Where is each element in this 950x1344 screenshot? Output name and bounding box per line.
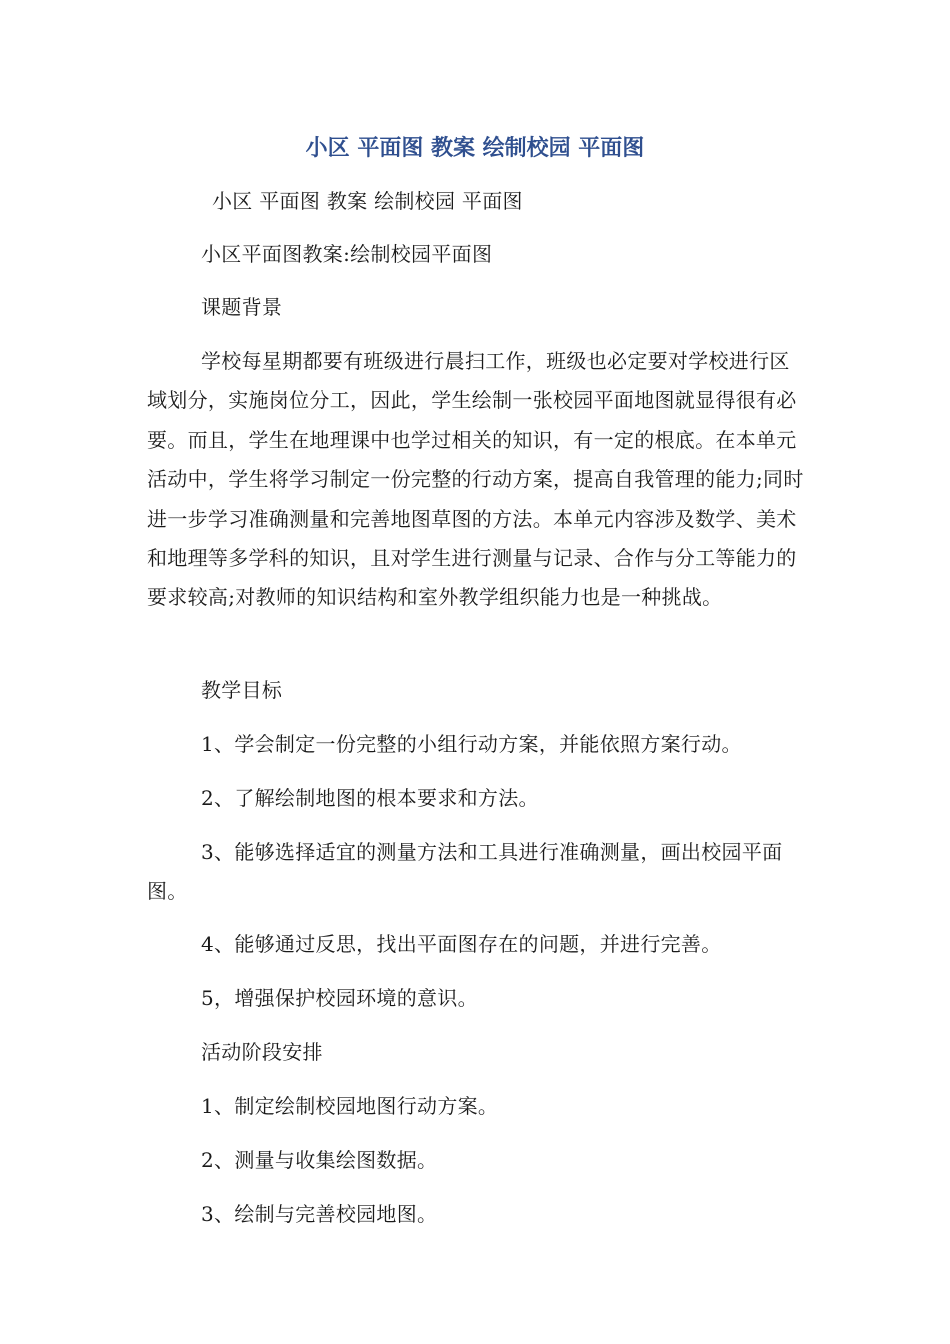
- section-heading-goals: 教学目标: [201, 678, 283, 702]
- goal-item-5: 5，增强保护校园环境的意识。: [201, 986, 478, 1010]
- document-title: 小区 平面图 教案 绘制校园 平面图: [305, 136, 645, 161]
- activity-item-1: 1、制定绘制校园地图行动方案。: [201, 1094, 499, 1118]
- goal-item-1: 1、学会制定一份完整的小组行动方案，并能依照方案行动。: [201, 732, 742, 756]
- background-paragraph: 学校每星期都要有班级进行晨扫工作，班级也必定要对学校进行区域划分，实施岗位分工，因此，学生绘制一张校园平面地图就显得很有必要。而且，学生在地理课中也学过相关的知识，有一定的根底。在本单元活动中，学生将学习制定一份完整的行动方案，提高自我管理的能力;同时进一步学习准确测量和完善地图草图的方法。本单元内容涉及数学、美术和地理等多学科的知识，且对学生进行测量与记录、合作与分工等能力的要求较高;对教师的知识结构和室外教学组织能力也是一种挑战。: [147, 349, 804, 610]
- activity-item-3: 3、绘制与完善校园地图。: [201, 1202, 438, 1226]
- goal-item-3: 3、能够选择适宜的测量方法和工具进行准确测量，画出校园平面图。: [147, 840, 783, 904]
- goal-item-4: 4、能够通过反思，找出平面图存在的问题，并进行完善。: [201, 932, 722, 956]
- section-heading-background: 课题背景: [201, 295, 283, 319]
- activity-item-2: 2、测量与收集绘图数据。: [201, 1148, 438, 1172]
- heading-line: 小区平面图教案:绘制校园平面图: [201, 242, 493, 266]
- goal-item-2: 2、了解绘制地图的根本要求和方法。: [201, 786, 539, 810]
- section-heading-activities: 活动阶段安排: [201, 1040, 323, 1064]
- document-subtitle: 小区 平面图 教案 绘制校园 平面图: [212, 189, 523, 213]
